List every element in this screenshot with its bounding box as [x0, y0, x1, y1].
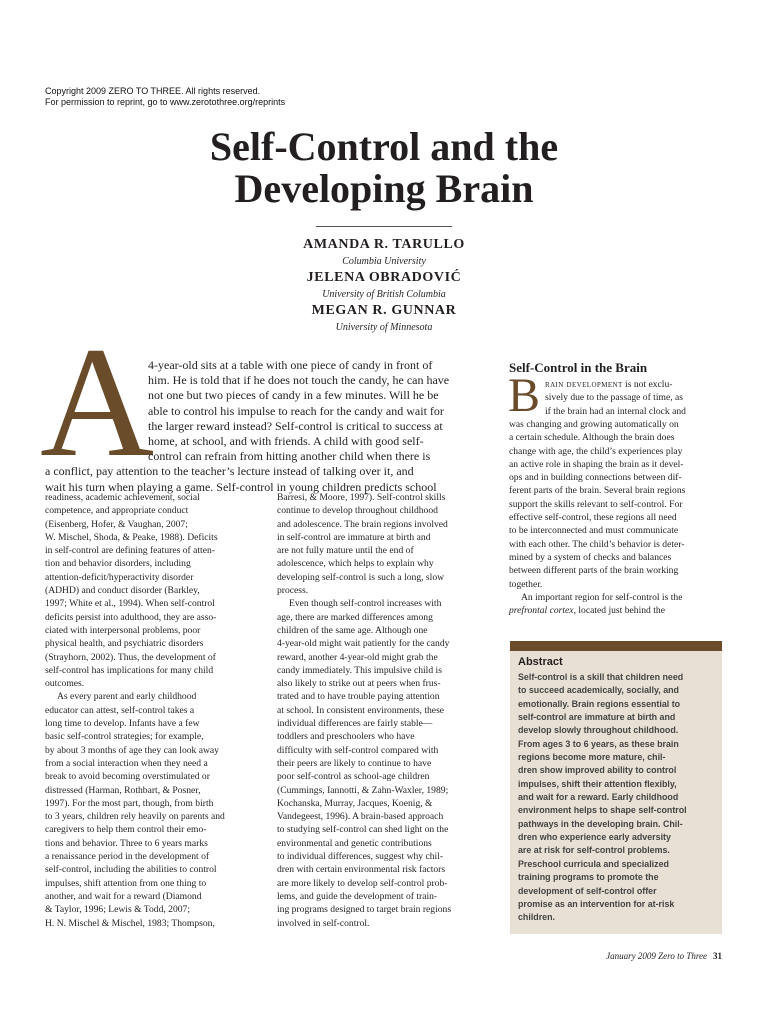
intro-line: wait his turn when playing a game. Self-control in young children predicts school: [45, 479, 437, 494]
text-line: developing self-control is such a long, slow: [277, 571, 445, 583]
text-line: caregivers to help them control their emo-: [45, 824, 207, 836]
text-line: attention-deficit/hyperactivity disorder: [45, 571, 194, 583]
section-paragraph-2: [509, 591, 724, 618]
text-line: ciated with interpersonal problems, poor: [45, 624, 201, 636]
text-line: children of the same age. Although one: [277, 624, 428, 636]
text-line: to studying self-control can shed light on the: [277, 824, 449, 836]
abstract-line: pathways in the developing brain. Chil-: [518, 818, 683, 829]
text-line: trated and to have trouble paying attention: [277, 691, 440, 703]
abstract-line: Self-control is a skill that children need: [518, 672, 684, 682]
text-line: tions and behavior. Three to 6 years marks: [45, 837, 208, 849]
page-number: 31: [713, 951, 722, 961]
body-column-1: [45, 491, 270, 930]
text-line: H. N. Mischel & Mischel, 1983; Thompson,: [45, 917, 215, 929]
text-line: Kochanska, Murray, Jacques, Koenig, &: [277, 797, 433, 809]
intro-indented-text: [148, 358, 449, 464]
section-line: An important region for self-control is the: [521, 592, 683, 603]
abstract-line: environment helps to shape self-control: [518, 805, 687, 816]
text-line: are not fully mature until the end of: [277, 545, 414, 557]
text-line: break to avoid becoming overstimulated or: [45, 771, 210, 783]
footer-issue: January 2009 Zero to Three: [606, 951, 707, 961]
text-line: ing programs designed to target brain regions: [277, 904, 452, 916]
intro-line: the larger reward instead? Self-control is critical to success at: [148, 418, 443, 433]
reprint-permission-line: For permission to reprint, go to www.zerotothree.org/reprints: [45, 97, 286, 107]
author-affiliation: University of British Columbia: [322, 289, 446, 300]
text-line: difficulty with self-control compared with: [277, 744, 439, 756]
text-line: (ADHD) and conduct disorder (Barkley,: [45, 585, 200, 597]
text-line: in self-control are defining features of atten-: [45, 545, 215, 557]
text-line: candy immediately. This impulsive child is: [277, 664, 442, 676]
text-line: in self-control are immature at birth and: [277, 531, 431, 543]
body-column-2: [277, 491, 502, 930]
text-line: distressed (Harman, Rothbart, & Posner,: [45, 784, 201, 796]
section-line: sively due to the passage of time, as: [545, 392, 684, 404]
intro-line: not one but two pieces of candy in a few minutes. Will he be: [148, 388, 439, 403]
text-line: impulses, shift attention from one thing to: [45, 877, 207, 889]
intro-line: 4-year-old sits at a table with one piece of candy in front of: [148, 358, 433, 372]
abstract-line: children.: [518, 912, 555, 923]
abstract-line: training programs to promote the: [518, 872, 659, 883]
text-line: continue to develop throughout childhood: [277, 505, 438, 517]
author-affiliation: University of Minnesota: [335, 322, 433, 333]
text-line: a renaissance period in the development of: [45, 851, 210, 863]
text-line: another, and wait for a reward (Diamond: [45, 890, 202, 902]
text-line: change with age, the child’s experiences play: [509, 445, 683, 457]
text-line: (Strayhorn, 2002). Thus, the development of: [45, 651, 216, 663]
section-line: if the brain had an internal clock and: [545, 405, 686, 417]
text-line: age, there are marked differences among: [277, 611, 433, 623]
text-line: to be interconnected and must communicate: [509, 525, 679, 537]
text-line: W. Mischel, Shoda, & Peake, 1988). Deficits: [45, 531, 218, 543]
text-line: lems, and guide the development of train-: [277, 890, 438, 902]
abstract-line: regions become more mature, chil-: [518, 752, 666, 763]
text-line: at school. In consistent environments, these: [277, 704, 445, 716]
text-line: tion and behavior disorders, including: [45, 558, 191, 570]
copyright-line: Copyright 2009 ZERO TO THREE. All rights reserved.: [45, 86, 261, 96]
section-line-rest: , located just behind the: [573, 605, 665, 617]
article-title: [0, 126, 768, 210]
text-line: effective self-control, these regions all need: [509, 512, 677, 524]
text-line: educator can attest, self-control takes a: [45, 704, 195, 716]
text-line: Barresi, & Moore, 1997). Self-control skills: [277, 492, 446, 503]
text-line: basic self-control strategies; for example,: [45, 731, 204, 743]
intro-drop-cap: A: [40, 315, 155, 490]
first-line-rest: is not exclu-: [622, 379, 673, 390]
text-line: mined by a system of checks and balances: [509, 551, 672, 563]
abstract-header-bar: [510, 641, 722, 651]
abstract-line: Preschool curricula and specialized: [518, 858, 669, 869]
text-line: outcomes.: [45, 678, 85, 690]
abstract-line: dren who experience early adversity: [518, 832, 671, 843]
text-line: self-control, including the abilities to control: [45, 864, 217, 876]
text-line: between different parts of the brain working: [509, 565, 679, 577]
title-line-1: Self-Control and the: [209, 124, 559, 169]
copyright-notice: [45, 86, 285, 108]
text-line: competence, and appropriate conduct: [45, 505, 189, 517]
text-line: process.: [277, 585, 309, 597]
title-line-2: Developing Brain: [234, 166, 534, 211]
text-line: with each other. The child’s behavior is deter-: [509, 538, 685, 550]
page-footer: [545, 951, 722, 961]
text-line: 1997; White et al., 1994). When self-control: [45, 598, 215, 610]
abstract-line: development of self-control offer: [518, 885, 657, 896]
italic-term: prefrontal cortex: [509, 605, 574, 617]
text-line: Even though self-control increases with: [289, 598, 442, 610]
text-line: individual differences are fairly stable—: [277, 718, 433, 730]
section-drop-cap: B: [508, 369, 541, 422]
text-line: & Taylor, 1996; Lewis & Todd, 2007;: [45, 904, 191, 916]
author-affiliation: Columbia University: [342, 256, 426, 267]
text-line: adolescence, which helps to explain why: [277, 558, 434, 570]
author-name: AMANDA R. TARULLO: [303, 237, 465, 252]
text-line: support the skills relevant to self-control. For: [509, 498, 683, 510]
text-line: Vandegeest, 1996). A brain-based approach: [277, 811, 444, 823]
text-line: was changing and growing automatically on: [509, 419, 679, 430]
text-line: (Cummings, Iannotti, & Zahn-Waxler, 1989;: [277, 784, 449, 796]
text-line: environmental and genetic contributions: [277, 837, 432, 849]
text-line: dren with certain environmental risk factors: [277, 864, 446, 876]
abstract-body: [518, 671, 687, 925]
text-line: ferent parts of the brain. Several brain regions: [509, 485, 686, 497]
intro-line: him. He is told that if he does not touch the candy, he can have: [148, 373, 450, 388]
text-line: also likely to strike out at peers when frus-: [277, 678, 441, 690]
abstract-line: dren show improved ability to control: [518, 765, 677, 776]
smallcaps-lead: rain development: [545, 379, 623, 390]
text-line: to individual differences, suggest why chil-: [277, 851, 444, 863]
text-line: are more likely to develop self-control prob-: [277, 877, 448, 889]
intro-line: a conflict, pay attention to the teacher’s lecture instead of talking over it, and: [45, 464, 414, 479]
intro-line: able to control his impulse to reach for the candy and wait for: [148, 403, 444, 418]
text-line: 1997). For the most part, though, from birth: [45, 797, 214, 809]
text-line: As every parent and early childhood: [57, 691, 197, 703]
section-first-line: [545, 378, 725, 418]
text-line: deficits persist into adulthood, they are asso-: [45, 611, 217, 623]
abstract-line: emotionally. Brain regions essential to: [518, 698, 681, 709]
intro-line: control can refrain from hitting another child when there is: [148, 449, 431, 464]
author-name: MEGAN R. GUNNAR: [311, 303, 457, 318]
abstract-line: to succeed academically, socially, and: [518, 685, 679, 696]
text-line: 4-year-old might wait patiently for the candy: [277, 638, 450, 650]
text-line: poor self-control as school-age children: [277, 771, 430, 783]
abstract-line: promise as an intervention for at-risk: [518, 898, 675, 909]
abstract-line: self-control are immature at birth and: [518, 712, 676, 723]
text-line: an active role in shaping the brain as it devel-: [509, 458, 684, 470]
text-line: ops and in building connections between dif-: [509, 472, 682, 484]
abstract-line: impulses, shift their attention flexibly,: [518, 778, 677, 789]
text-line: a certain schedule. Although the brain does: [509, 432, 675, 444]
text-line: self-control has implications for many child: [45, 664, 214, 676]
text-line: readiness, academic achievement, social: [45, 492, 200, 503]
text-line: from a social interaction when they need a: [45, 757, 208, 769]
text-line: reward, another 4-year-old might grab the: [277, 651, 438, 663]
text-line: physical health, and psychiatric disorders: [45, 638, 204, 650]
section-body: [509, 418, 724, 591]
abstract-line: and wait for a reward. Early childhood: [518, 792, 679, 803]
text-line: their peers are likely to continue to have: [277, 757, 432, 769]
abstract-line: are at risk for self-control problems.: [518, 845, 670, 856]
text-line: long time to develop. Infants have a few: [45, 718, 200, 730]
abstract-heading: Abstract: [518, 656, 563, 668]
text-line: by about 3 months of age they can look away: [45, 744, 219, 756]
text-line: and adolescence. The brain regions involved: [277, 518, 448, 530]
title-divider: [316, 226, 452, 227]
text-line: involved in self-control.: [277, 917, 370, 929]
section-heading: Self-Control in the Brain: [509, 360, 648, 375]
author-name: JELENA OBRADOVIĆ: [306, 270, 462, 285]
text-line: (Eisenberg, Hofer, & Vaughan, 2007;: [45, 518, 188, 530]
intro-line: home, at school, and with friends. A child with good self-: [148, 434, 424, 449]
abstract-line: develop slowly throughout childhood.: [518, 725, 679, 736]
text-line: to 3 years, children rely heavily on parents and: [45, 811, 225, 823]
text-line: together.: [509, 578, 543, 590]
abstract-line: From ages 3 to 6 years, as these brain: [518, 738, 679, 749]
text-line: toddlers and preschoolers who have: [277, 731, 415, 743]
